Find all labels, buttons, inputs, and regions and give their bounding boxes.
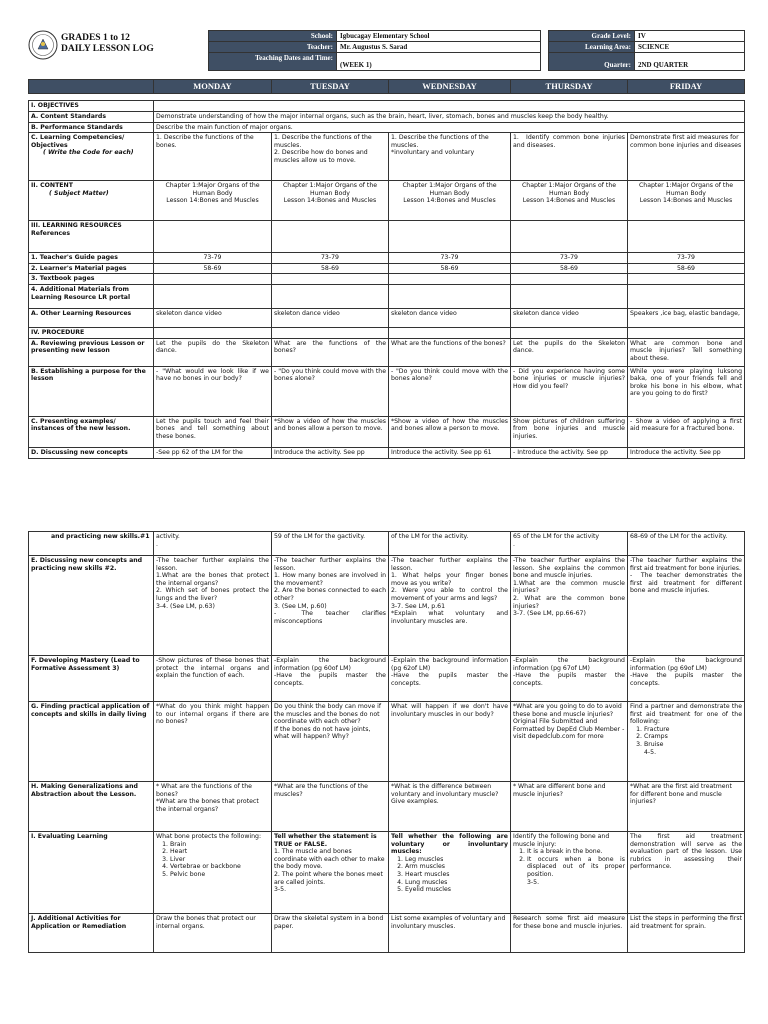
lm-friday: 58-69: [628, 263, 745, 274]
proc-h-label: H. Making Generalizations and Abstraction about the Lesson.: [29, 782, 154, 832]
lm-label: 2. Learner's Material pages: [29, 263, 154, 274]
proc-g-friday: Find a partner and demonstrate the first aid treatment for one of the following:: [630, 703, 742, 726]
proc-f-tuesday: -Explain the background information (pg 60of LM) -Have the pupils master the concepts.: [272, 656, 389, 702]
day-thursday: THURSDAY: [511, 80, 628, 94]
proc-h-friday: *What are the first aid treatment for different bone and muscle injuries?: [628, 782, 745, 832]
list-item: 3. Heart muscles: [405, 871, 508, 879]
tg-label: 1. Teacher's Guide pages: [29, 253, 154, 264]
school-value: Igbucagay Elementary School: [337, 31, 541, 42]
list-item: 4. Lung muscles: [405, 879, 508, 887]
quarter-label: Quarter:: [549, 53, 635, 71]
proc-c-tuesday: *Show a video of how the muscles and bones allow a person to move.: [272, 416, 389, 447]
teacher-value: Mr. Augustus S. Sarad: [337, 42, 541, 53]
proc-f-wednesday: -Explain the background information (pg 62of LM) -Have the pupils master the concepts.: [389, 656, 511, 702]
day-wednesday: WEDNESDAY: [389, 80, 511, 94]
tg-tuesday: 73-79: [272, 253, 389, 264]
tg-friday: 73-79: [628, 253, 745, 264]
proc-d2-label: and practicing new skills.#1: [29, 532, 154, 556]
performance-standard: Describe the main function of major organs.: [154, 122, 745, 133]
content-tuesday: Chapter 1:Major Organs of the Human Body Lesson 14:Bones and Muscles: [272, 181, 389, 221]
eval-wednesday-cell: [389, 832, 511, 914]
other-thursday: skeleton dance video: [511, 308, 628, 327]
proc-b-thursday: - Did you experience having some bone injuries or muscle injuries? How did you feel?: [511, 366, 628, 416]
additional-label: 4. Additional Materials from Learning Resource LR portal: [29, 284, 154, 308]
list-item: 2. Cramps: [644, 733, 742, 741]
list-item: 3. Liver: [170, 856, 269, 864]
lesson-table-part2: [28, 531, 745, 953]
lesson-table-part1: [28, 100, 745, 459]
list-item: 1. Fracture: [644, 726, 742, 734]
list-item: 1. Leg muscles: [405, 856, 508, 864]
proc-c-label: C. Presenting examples/ instances of the new lesson.: [29, 416, 154, 447]
list-item: 5. Eyelid muscles: [405, 886, 508, 894]
proc-c-thursday: Show pictures of children suffering from bone injuries and muscle injuries.: [511, 416, 628, 447]
grade-value: IV: [635, 31, 745, 42]
proc-h-wednesday: *What is the difference between voluntary and involuntary muscle? Give examples.: [389, 782, 511, 832]
day-friday: FRIDAY: [628, 80, 745, 94]
list-item: 1. It is a break in the bone.: [527, 848, 625, 856]
competency-monday: 1. Describe the functions of the bones.: [154, 133, 272, 181]
content-label-cell: [29, 181, 154, 221]
tg-monday: 73-79: [154, 253, 272, 264]
proc-j-label: J. Additional Activities for Application or Remediation: [29, 914, 154, 953]
proc-b-label: B. Establishing a purpose for the lesson: [29, 366, 154, 416]
competency-tuesday: 1. Describe the functions of the muscles. 2. Describe how do bones and muscles allow us to move.: [272, 133, 389, 181]
quarter-value: 2ND QUARTER: [635, 53, 745, 71]
proc-b-monday: - "What would we look like if we have no bones in our body?: [154, 366, 272, 416]
proc-h-thursday: * What are different bone and muscle injuries?: [511, 782, 628, 832]
area-value: SCIENCE: [635, 42, 745, 53]
proc-d-bottom-thursday: 65 of the LM for the activity .: [511, 532, 628, 556]
eval-tuesday-cell: [272, 832, 389, 914]
other-friday: Speakers ,ice bag, elastic bandage,: [628, 308, 745, 327]
content-monday: Chapter 1:Major Organs of the Human Body Lesson 14:Bones and Muscles: [154, 181, 272, 221]
content-label: II. CONTENT: [31, 182, 73, 190]
eval-friday: The first aid treatment demonstration will serve as the evaluation part of the lesson. Use rubrics in assessing their performance.: [628, 832, 745, 914]
proc-g-label: G. Finding practical application of concepts and skills in daily living: [29, 702, 154, 782]
eval-thursday-tail: 3-5.: [527, 878, 540, 886]
list-item: 1. Brain: [170, 841, 269, 849]
proc-j-tuesday: Draw the skeletal system in a bond paper.: [272, 914, 389, 953]
procedure-label: IV. PROCEDURE: [29, 327, 154, 338]
day-tuesday: TUESDAY: [272, 80, 389, 94]
proc-d-bottom-friday: 68-69 of the LM for the activity.: [628, 532, 745, 556]
proc-c-wednesday: *Show a video of how the muscles and bones allow a person to move.: [389, 416, 511, 447]
proc-e-wednesday: -The teacher further explains the lesson. 1. What helps your finger bones move as you write? 2. Were you able to control the movement of your arms and legs? 3-7. See LM, p.61 *Explain what voluntary and involuntary muscles are.: [389, 556, 511, 656]
proc-f-label: F. Developing Mastery (Lead to Formative Assessment 3): [29, 656, 154, 702]
eval-tuesday-intro: Tell whether the statement is TRUE or FALSE.: [274, 833, 377, 848]
other-wednesday: skeleton dance video: [389, 308, 511, 327]
proc-d-top-tuesday: Introduce the activity. See pp: [272, 447, 389, 458]
tg-wednesday: 73-79: [389, 253, 511, 264]
eval-monday-intro: What bone protects the following:: [156, 833, 262, 840]
proc-g-monday: *What do you think might happen to our internal organs if there are no bones?: [154, 702, 272, 782]
competencies-note: ( Write the Code for each): [43, 149, 134, 157]
title-block: [61, 33, 154, 55]
dates-label: Teaching Dates and Time:: [209, 53, 337, 71]
other-monday: skeleton dance video: [154, 308, 272, 327]
list-item: 2. It occurs when a bone is displaced out of its proper position.: [527, 856, 625, 879]
proc-d-bottom-wednesday: of the LM for the activity.: [389, 532, 511, 556]
eval-tuesday-body: 1. The muscle and bones coordinate with each other to make the body move. 2. The point where the bones meet are called joints. 3-5.: [274, 848, 385, 894]
proc-a-wednesday: What are the functions of the bones?: [389, 338, 511, 366]
proc-a-label: A. Reviewing previous Lesson or presenting new lesson: [29, 338, 154, 366]
proc-e-thursday: -The teacher further explains the lesson. She explains the common bone and muscle injuries. 1.What are the common muscle injuries? 2. What are the common bone injuries? 3-7. (See LM, pp.66-67): [511, 556, 628, 656]
day-header: [28, 79, 745, 94]
proc-g-thursday: *What are you going to do to avoid these bone and muscle injuries? Original File Submitted and Formatted by DepEd Club Member - visit depedclub.com for more: [511, 702, 628, 782]
area-label: Learning Area:: [549, 42, 635, 53]
proc-f-thursday: -Explain the background information (pg 67of LM) -Have the pupils master the concepts.: [511, 656, 628, 702]
content-friday: Chapter 1:Major Organs of the Human Body Lesson 14:Bones and Muscles: [628, 181, 745, 221]
proc-g-wednesday: What will happen if we don't have involuntary muscles in our body?: [389, 702, 511, 782]
proc-f-monday: -Show pictures of these bones that protect the internal organs and explain the function of each.: [154, 656, 272, 702]
proc-g-friday-tail: 4-5.: [644, 748, 657, 756]
proc-d-top-monday: -See pp 62 of the LM for the: [154, 447, 272, 458]
proc-h-tuesday: *What are the functions of the muscles?: [272, 782, 389, 832]
title-line2: DAILY LESSON LOG: [61, 44, 154, 54]
proc-d-top-wednesday: Introduce the activity. See pp 61: [389, 447, 511, 458]
list-item: 3. Bruise: [644, 741, 742, 749]
textbook-label: 3. Textbook pages: [29, 274, 154, 285]
competencies-label: C. Learning Competencies/ Objectives: [31, 134, 125, 149]
deped-seal-icon: [28, 30, 58, 60]
proc-d-bottom-monday: activity. .: [154, 532, 272, 556]
content-wednesday: Chapter 1:Major Organs of the Human Body Lesson 14:Bones and Muscles: [389, 181, 511, 221]
other-resources-label: A. Other Learning Resources: [29, 308, 154, 327]
competency-friday: Demonstrate first aid measures for common bone injuries and diseases: [628, 133, 745, 181]
proc-j-friday: List the steps in performing the first aid treatment for sprain.: [628, 914, 745, 953]
proc-b-friday: While you were playing luksong baka, one of your friends fell and broke his bone in his elbow, what are you going to do first?: [628, 366, 745, 416]
competency-thursday: 1. Identify common bone injuries and diseases.: [511, 133, 628, 181]
proc-j-monday: Draw the bones that protect our internal organs.: [154, 914, 272, 953]
proc-a-thursday: Let the pupils do the Skeleton dance.: [511, 338, 628, 366]
content-note: ( Subject Matter): [49, 189, 109, 197]
proc-g-tuesday: Do you think the body can move if the muscles and the bones do not coordinate with each other? If the bones do not have joints, what will happen? Why?: [272, 702, 389, 782]
title-line1: GRADES 1 to 12: [61, 33, 130, 43]
proc-e-label: E. Discussing new concepts and practicing new skills #2.: [29, 556, 154, 656]
eval-wednesday-intro: Tell whether the following are voluntary or involuntary muscles:: [391, 833, 508, 856]
performance-standards-label: B. Performance Standards: [29, 122, 154, 133]
header-info-table: [208, 30, 745, 71]
grade-label: Grade Level:: [549, 31, 635, 42]
teacher-label: Teacher:: [209, 42, 337, 53]
proc-d-bottom-tuesday: 59 of the LM for the gactivity.: [272, 532, 389, 556]
content-standards-label: A. Content Standards: [29, 112, 154, 123]
content-standard: Demonstrate understanding of how the major internal organs, such as the brain, heart, liver, stomach, bones and muscles keep the body healthy.: [154, 112, 745, 123]
proc-e-tuesday: -The teacher further explains the lesson. 1. How many bones are involved in the movement? 2. Are the bones connected to each other? 3. (See LM, p.60) - The teacher clarifies misconceptions: [272, 556, 389, 656]
lm-monday: 58-69: [154, 263, 272, 274]
proc-f-friday: -Explain the background information (pg 69of LM) -Have the pupils master the concepts.: [628, 656, 745, 702]
proc-h-monday: * What are the functions of the bones? *What are the bones that protect the internal organs?: [154, 782, 272, 832]
proc-e-friday: -The teacher further explains the first aid treatment for bone injuries. - The teacher demonstrates the first aid treatment for different bone and muscle injuries.: [628, 556, 745, 656]
day-monday: MONDAY: [154, 80, 272, 94]
proc-e-monday: -The teacher further explains the lesson. 1.What are the bones that protect the internal organs? 2. Which set of bones protect the lungs and the liver? 3-4. (See LM, p.63): [154, 556, 272, 656]
proc-b-tuesday: - "Do you think could move with the bones alone?: [272, 366, 389, 416]
eval-monday-cell: [154, 832, 272, 914]
proc-b-wednesday: - "Do you think could move with the bones alone?: [389, 366, 511, 416]
list-item: 2. Arm muscles: [405, 863, 508, 871]
lm-wednesday: 58-69: [389, 263, 511, 274]
tg-thursday: 73-79: [511, 253, 628, 264]
resources-label: III. LEARNING RESOURCES References: [29, 221, 154, 253]
proc-d-top-thursday: - Introduce the activity. See pp: [511, 447, 628, 458]
proc-j-wednesday: List some examples of voluntary and involuntary muscles.: [389, 914, 511, 953]
proc-i-label: I. Evaluating Learning: [29, 832, 154, 914]
objectives-label: I. OBJECTIVES: [29, 101, 154, 112]
eval-thursday-intro: Identify the following bone and muscle injury:: [513, 833, 610, 848]
proc-a-friday: What are common bone and muscle injuries? Tell something about these.: [628, 338, 745, 366]
competency-wednesday: 1. Describe the functions of the muscles. *involuntary and voluntary: [389, 133, 511, 181]
eval-thursday-cell: [511, 832, 628, 914]
header: [28, 30, 744, 72]
proc-d-top-friday: Introduce the activity. See pp: [628, 447, 745, 458]
content-thursday: Chapter 1:Major Organs of the Human Body Lesson 14:Bones and Muscles: [511, 181, 628, 221]
list-item: 5. Pelvic bone: [170, 871, 269, 879]
competencies-label-cell: [29, 133, 154, 181]
list-item: 2. Heart: [170, 848, 269, 856]
other-tuesday: skeleton dance video: [272, 308, 389, 327]
school-label: School:: [209, 31, 337, 42]
dates-value: (WEEK 1): [337, 53, 541, 71]
proc-c-monday: Let the pupils touch and feel their bones and tell something about these bones.: [154, 416, 272, 447]
proc-a-monday: Let the pupils do the Skeleton dance.: [154, 338, 272, 366]
list-item: 4. Vertebrae or backbone: [170, 863, 269, 871]
proc-d-label: D. Discussing new concepts: [29, 447, 154, 458]
lm-tuesday: 58-69: [272, 263, 389, 274]
lm-thursday: 58-69: [511, 263, 628, 274]
proc-a-tuesday: What are the functions of the bones?: [272, 338, 389, 366]
proc-c-friday: - Show a video of applying a first aid measure for a fractured bone.: [628, 416, 745, 447]
proc-j-thursday: Research some first aid measure for these bone and muscle injuries.: [511, 914, 628, 953]
proc-g-friday-cell: [628, 702, 745, 782]
